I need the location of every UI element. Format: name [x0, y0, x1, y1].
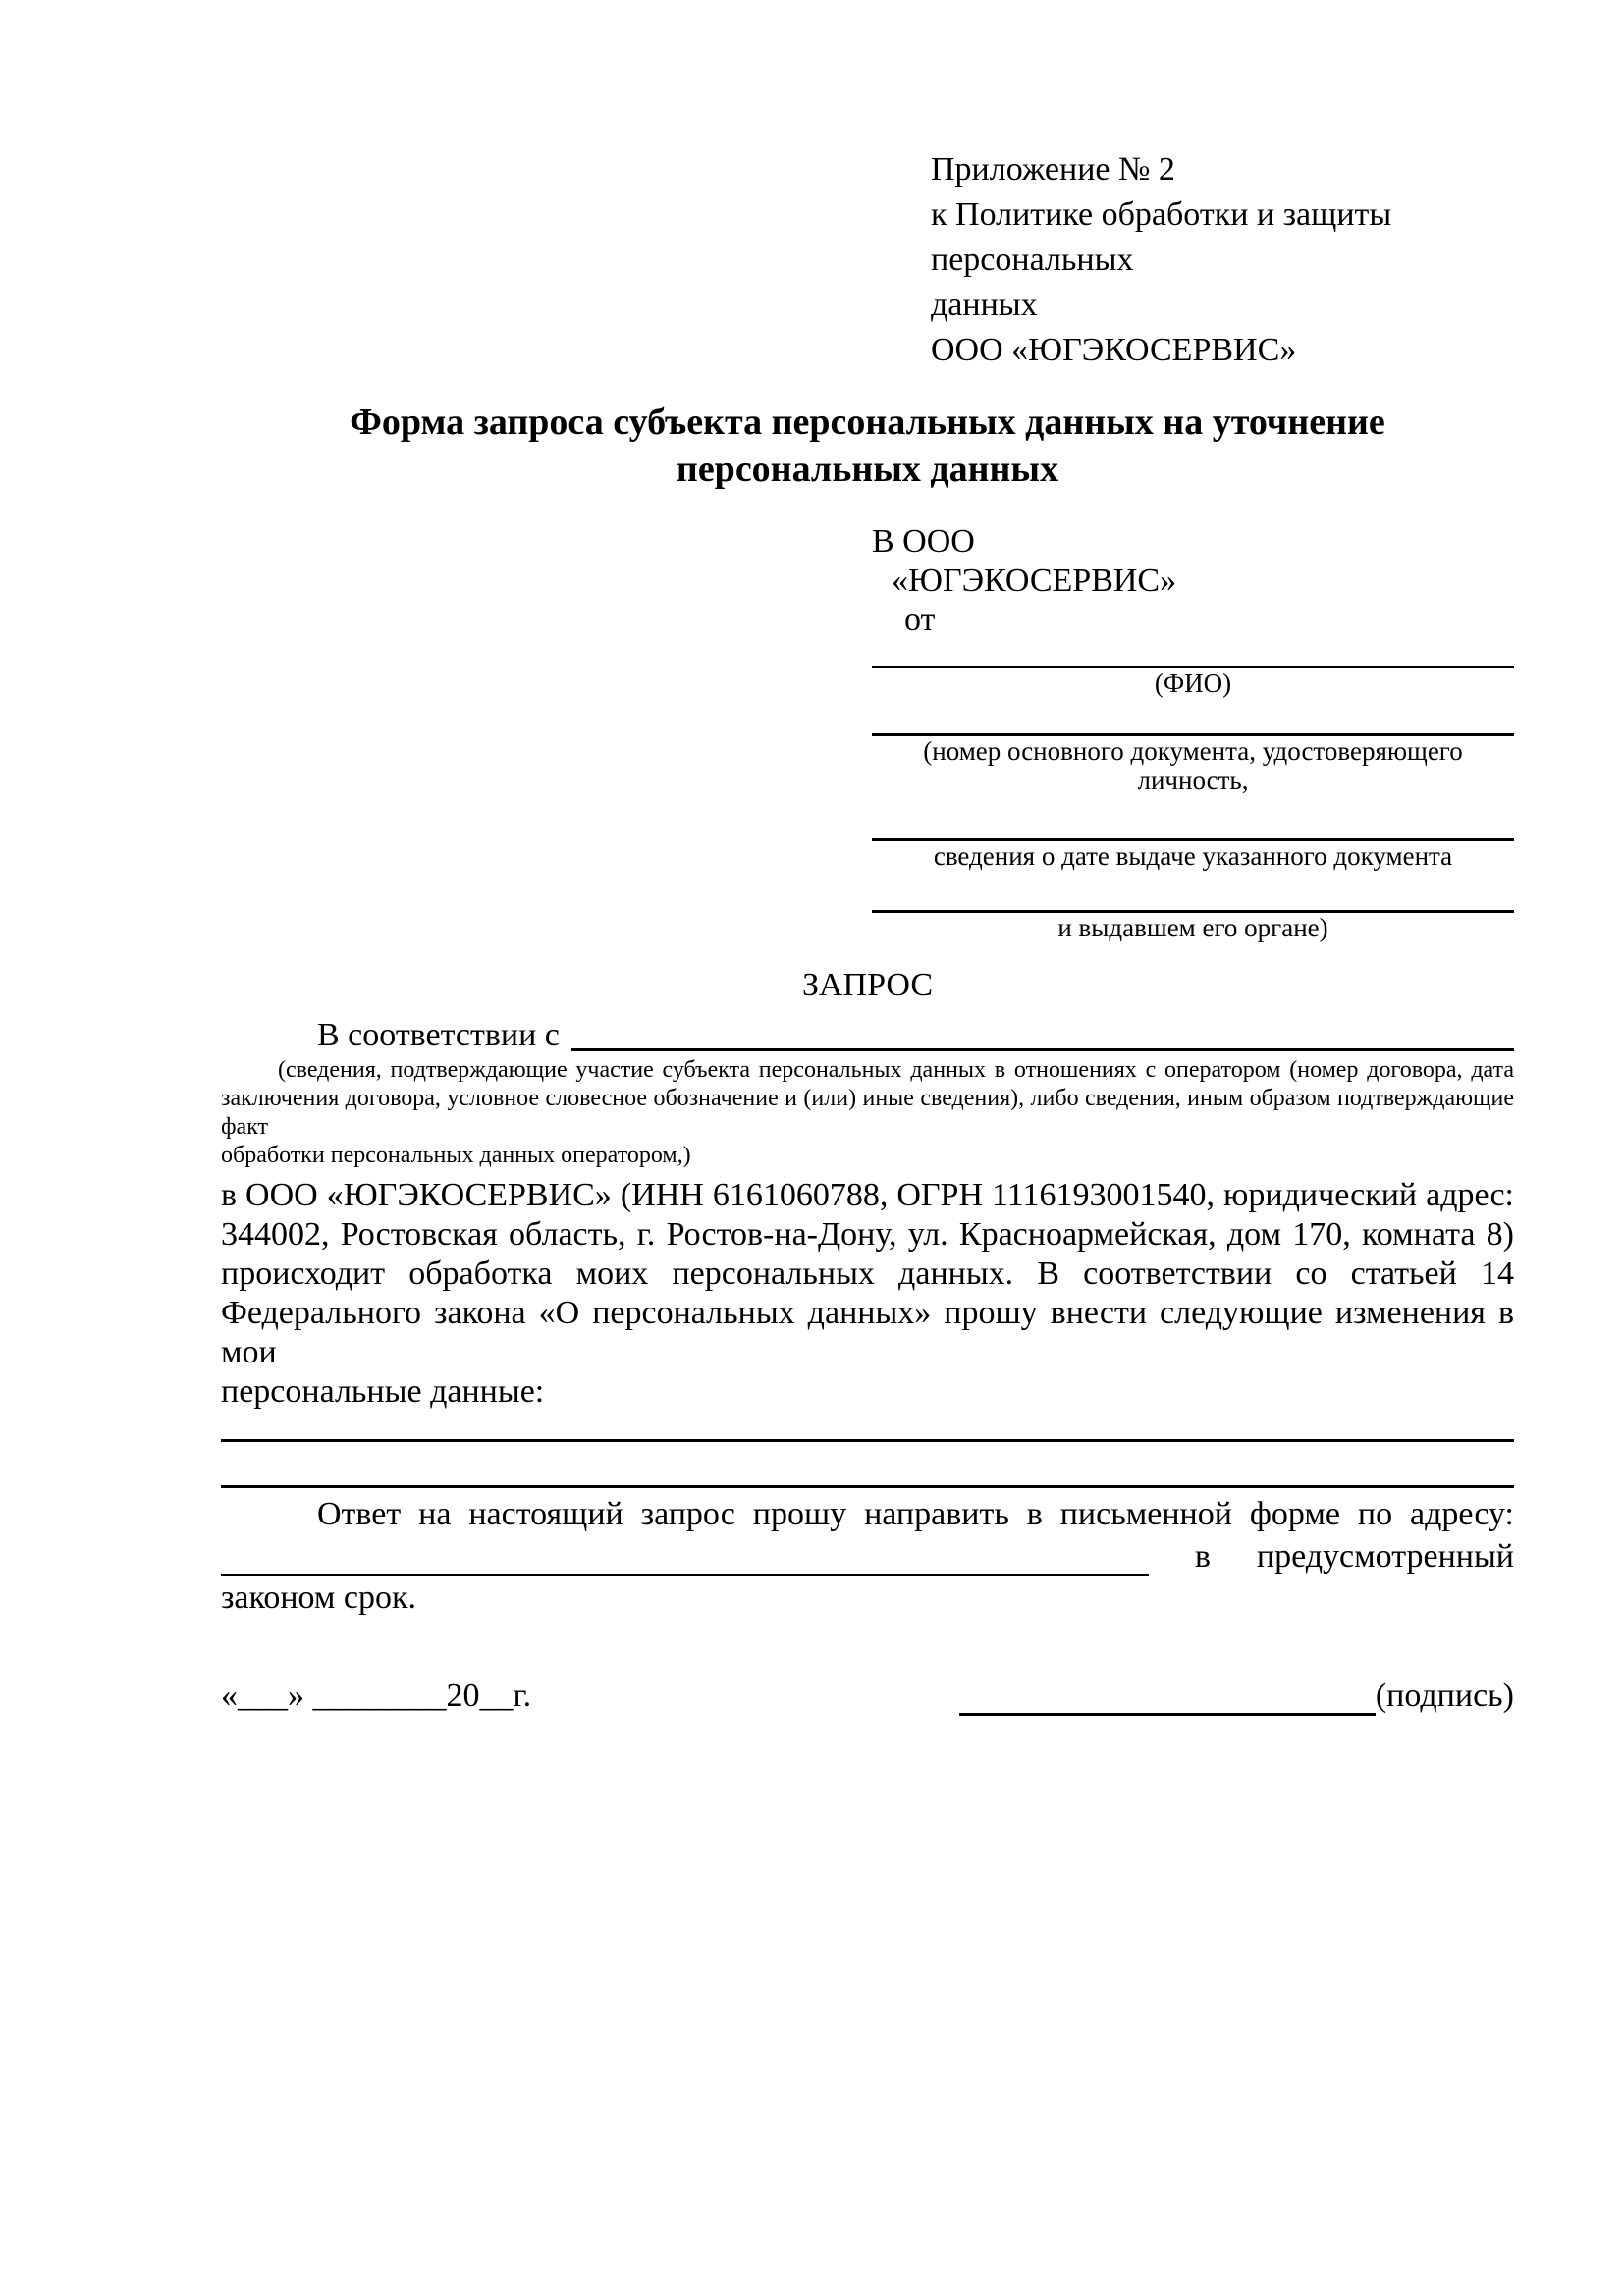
request-body-line: происходит обработка моих персональных данных. В соответствии со статьей 14: [221, 1255, 1514, 1292]
addressee-from-label: от: [904, 602, 936, 638]
id-document-issuer-field-line[interactable]: [872, 871, 1514, 913]
reply-address-row: [221, 1535, 1514, 1576]
date-field[interactable]: «___» ________20__г.: [221, 1678, 532, 1714]
changes-field-line-1[interactable]: [221, 1412, 1514, 1442]
fio-field-line[interactable]: [872, 640, 1514, 668]
relation-details-caption: [221, 1056, 1514, 1170]
signature-group: [959, 1677, 1514, 1716]
reply-closing-line: законом срок.: [221, 1579, 416, 1616]
appendix-note-line: данных: [931, 287, 1038, 323]
intro-row: [221, 1015, 1514, 1056]
request-heading: ЗАПРОС: [801, 967, 934, 1003]
fio-field-caption: (ФИО): [1154, 668, 1232, 698]
request-body-line: персональные данные:: [221, 1373, 545, 1410]
appendix-note: [931, 147, 1514, 373]
appendix-note-line: Приложение № 2: [931, 151, 1175, 187]
relation-details-caption-line: (сведения, подтверждающие участие субъекта персональных данных в отношениях с оператором (номер договора, дата: [278, 1057, 1514, 1083]
appendix-note-line: ООО «ЮГЭКОСЕРВИС»: [931, 332, 1297, 368]
relation-details-caption-line: заключения договора, условное словесное обозначение и (или) иные сведения), либо сведения, иным образом подтверждающие факт: [221, 1086, 1514, 1140]
signature-caption: (подпись): [1375, 1678, 1514, 1714]
document-title-line: персональных данных: [676, 449, 1059, 490]
addressee-block: [872, 522, 1514, 942]
addressee-to: В ООО: [872, 523, 975, 560]
document-title: [221, 399, 1514, 493]
id-document-issuer-field: [872, 871, 1514, 942]
request-body: [221, 1176, 1514, 1412]
relation-details-caption-line: обработки персональных данных оператором,): [221, 1143, 691, 1168]
footer-row: [221, 1677, 1514, 1716]
id-document-issue-date-field: [872, 795, 1514, 871]
id-document-number-caption: (номер основного документа, удостоверяющего личность,: [923, 736, 1463, 795]
appendix-note-line: к Политике обработки и защиты персональных: [931, 196, 1392, 278]
request-body-line: 344002, Ростовская область, г. Ростов-на-Дону, ул. Красноармейская, дом 170, комната 8): [221, 1216, 1514, 1253]
intro-prefix: В соответствии с: [317, 1017, 560, 1053]
id-document-issue-date-caption: сведения о дате выдаче указанного документа: [933, 841, 1453, 871]
id-document-number-field: [872, 698, 1514, 795]
reply-word: предусмотренный: [1256, 1538, 1514, 1575]
request-body-line: в ООО «ЮГЭКОСЕРВИС» (ИНН 6161060788, ОГРН 1116193001540, юридический адрес:: [221, 1177, 1514, 1213]
relation-details-field-line[interactable]: [571, 1015, 1514, 1051]
id-document-number-field-line[interactable]: [872, 698, 1514, 736]
reply-request-line: Ответ на настоящий запрос прошу направить в письменной форме по адресу:: [317, 1496, 1514, 1532]
document-title-line: Форма запроса субъекта персональных данных на уточнение: [350, 401, 1385, 443]
id-document-issue-date-field-line[interactable]: [872, 795, 1514, 841]
request-body-line: Федерального закона «О персональных данных» прошу внести следующие изменения в мои: [221, 1295, 1514, 1370]
reply-address-field-line[interactable]: [221, 1538, 1149, 1576]
reply-word: в: [1194, 1538, 1211, 1575]
fio-field: [872, 640, 1514, 698]
addressee-org: «ЮГЭКОСЕРВИС»: [892, 562, 1177, 599]
signature-field-line[interactable]: [959, 1682, 1376, 1716]
changes-field-line-2[interactable]: [221, 1442, 1514, 1488]
id-document-issuer-caption: и выдавшем его органе): [1057, 913, 1328, 942]
